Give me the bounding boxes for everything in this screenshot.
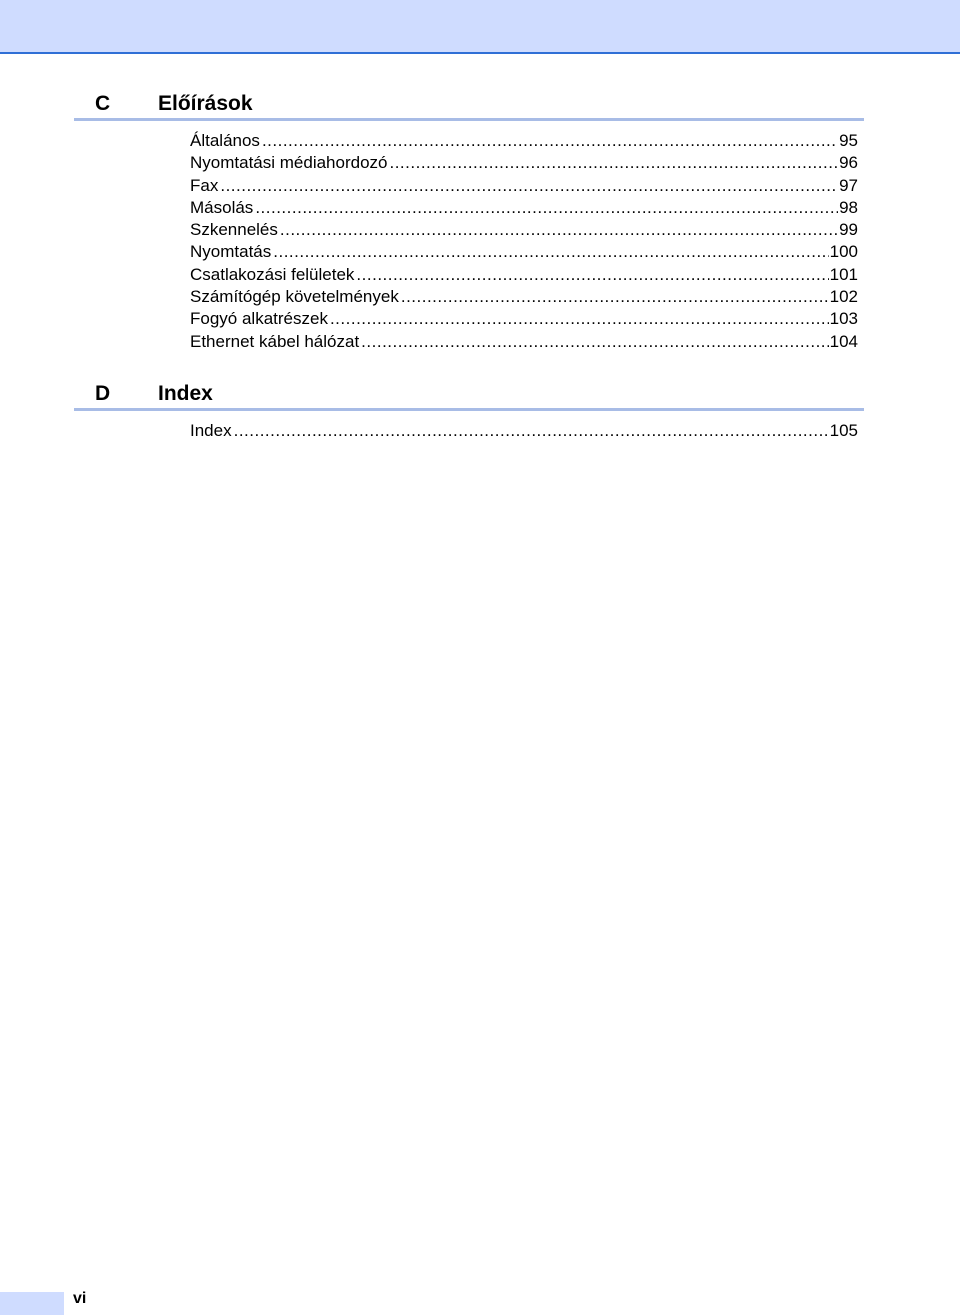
page-header-band — [0, 0, 960, 54]
toc-entry-page: 100 — [829, 242, 858, 262]
toc-entry[interactable] — [190, 286, 858, 308]
toc-entry-page: 104 — [829, 331, 858, 351]
dot-leader — [361, 331, 828, 353]
toc-entry-page: 96 — [839, 153, 858, 173]
toc-entry-label: Ethernet kábel hálózat — [190, 331, 360, 351]
dot-leader — [220, 175, 838, 197]
section-letter: C — [95, 92, 111, 115]
toc-entry[interactable] — [190, 197, 858, 219]
toc-entry-label: Index — [190, 421, 232, 440]
toc-section-d — [74, 378, 864, 442]
toc-entry[interactable] — [190, 264, 858, 286]
toc-entry[interactable] — [190, 152, 858, 174]
toc-entry[interactable] — [190, 420, 858, 442]
toc-entry[interactable] — [190, 331, 858, 353]
toc-entry-page: 97 — [839, 175, 858, 195]
toc-entry[interactable] — [190, 219, 858, 241]
toc-entry-page: 99 — [839, 220, 858, 240]
footer-tab — [0, 1292, 64, 1315]
dot-leader — [273, 241, 828, 263]
toc-entry-page: 103 — [829, 309, 858, 329]
toc-entry-page: 95 — [839, 131, 858, 150]
toc-entry-label: Általános — [190, 131, 260, 150]
toc-entry-label: Nyomtatási médiahordozó — [190, 153, 388, 173]
toc-entry[interactable] — [190, 241, 858, 263]
toc-entry-page: 102 — [829, 287, 858, 307]
dot-leader — [234, 420, 829, 442]
section-heading — [74, 378, 864, 411]
section-title: Előírások — [158, 92, 253, 115]
dot-leader — [356, 264, 828, 286]
toc-entry[interactable] — [190, 130, 858, 152]
toc-entry[interactable] — [190, 308, 858, 330]
section-heading — [74, 88, 864, 121]
dot-leader — [262, 130, 838, 152]
section-letter: D — [95, 382, 111, 405]
page-number: vi — [73, 1290, 87, 1307]
toc-entry-label: Szkennelés — [190, 220, 278, 240]
toc-entry-page: 105 — [829, 421, 858, 440]
toc-entry-page: 98 — [839, 197, 858, 217]
toc-entry-label: Másolás — [190, 197, 254, 217]
dot-leader — [280, 219, 838, 241]
toc-entry-label: Fogyó alkatrészek — [190, 309, 328, 329]
toc-entry-page: 101 — [829, 264, 858, 284]
toc-entry-label: Csatlakozási felületek — [190, 264, 355, 284]
dot-leader — [255, 197, 838, 219]
toc-entry-label: Fax — [190, 175, 219, 195]
toc-entry-label: Számítógép követelmények — [190, 287, 399, 307]
section-title: Index — [158, 382, 213, 405]
toc-entry[interactable] — [190, 175, 858, 197]
dot-leader — [330, 308, 829, 330]
toc-entry-label: Nyomtatás — [190, 242, 272, 262]
toc-section-c — [74, 88, 864, 353]
toc-entry-list — [74, 130, 864, 353]
dot-leader — [389, 152, 838, 174]
toc-entry-list — [74, 420, 864, 442]
dot-leader — [401, 286, 829, 308]
